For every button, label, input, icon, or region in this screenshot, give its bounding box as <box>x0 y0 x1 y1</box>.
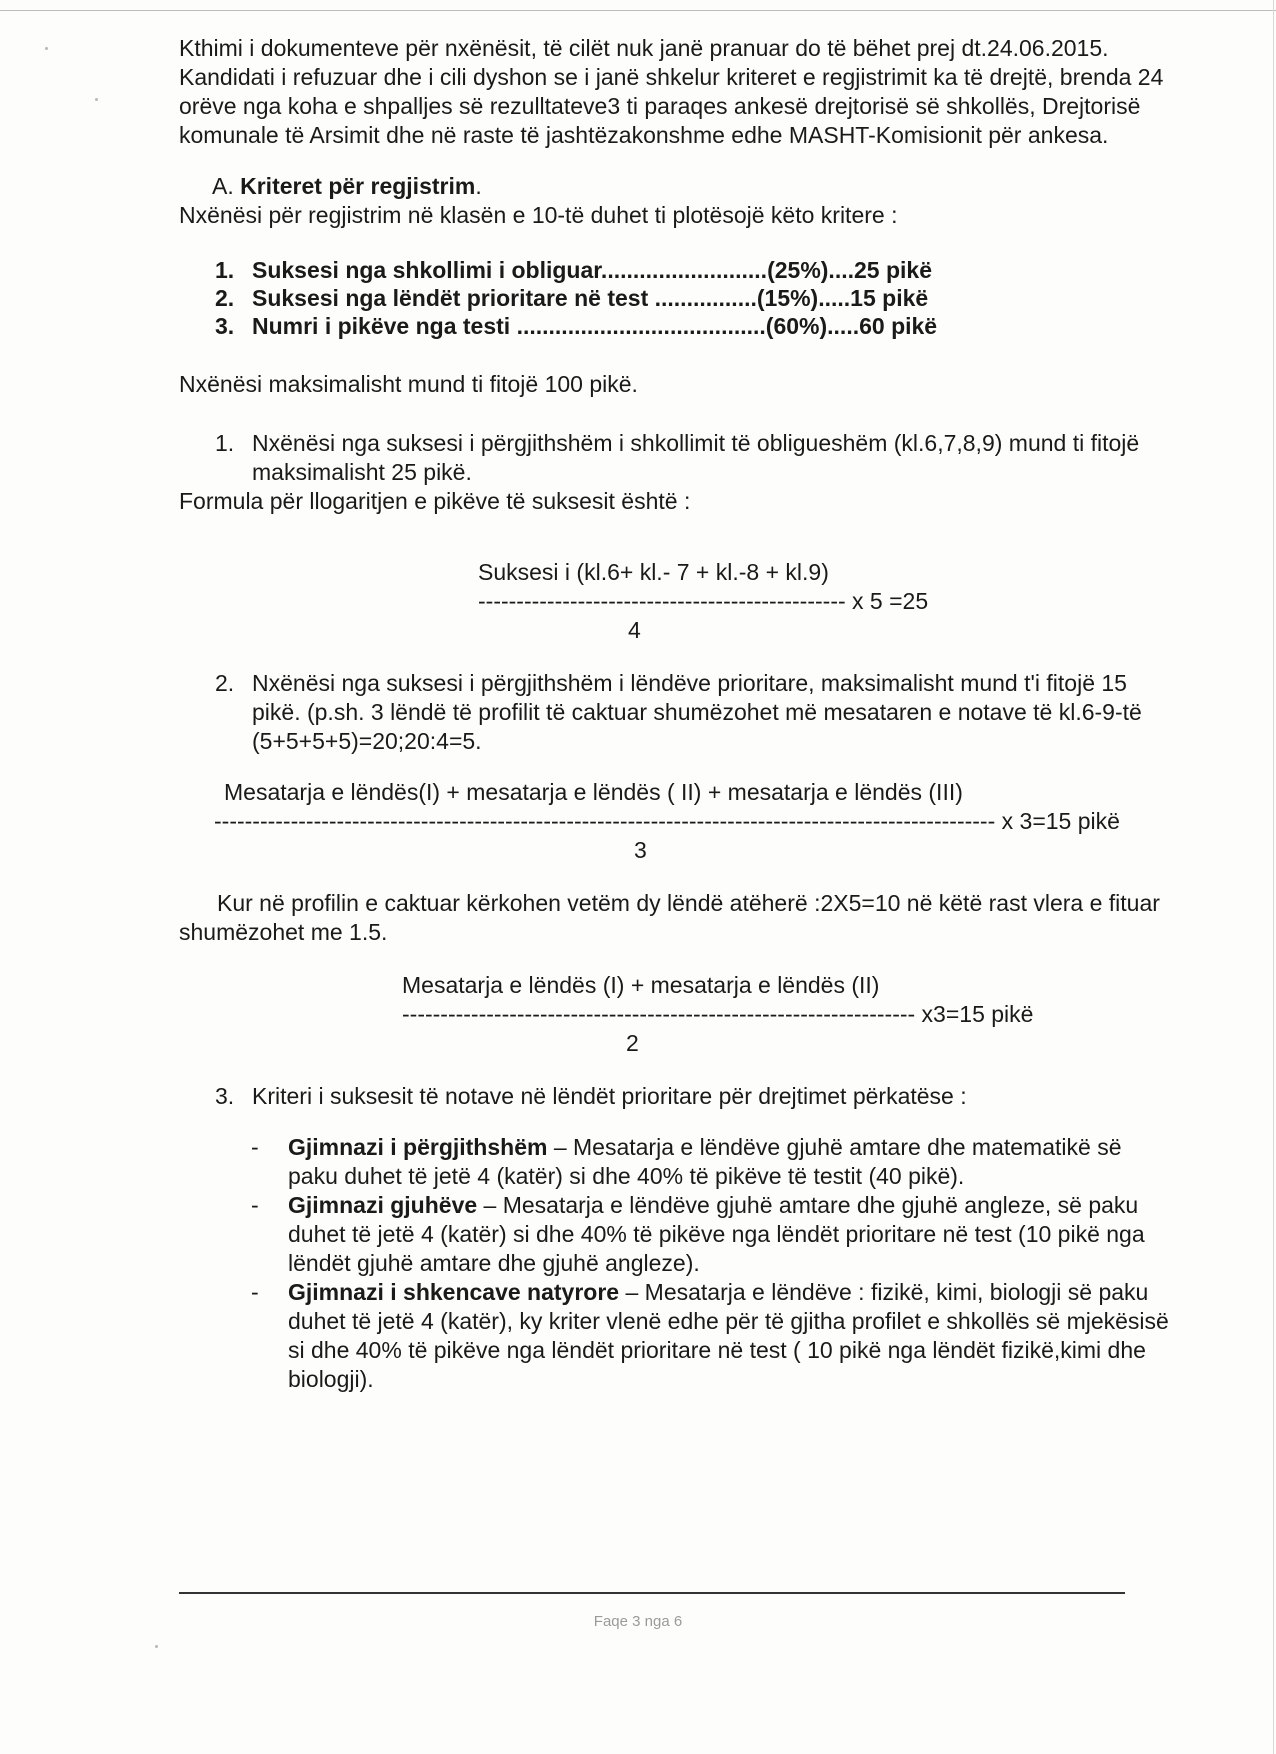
gymnasium-item <box>251 1278 1169 1394</box>
formula-intro: Formula për llogaritjen e pikëve të suksesit është : <box>179 488 691 514</box>
formula-1-divider <box>478 587 1169 616</box>
formula-3-denominator: 2 <box>626 1030 639 1056</box>
document-body <box>179 34 1169 1394</box>
section-title: Kriteret për regjistrim <box>240 173 476 199</box>
section-letter: A. <box>212 173 241 199</box>
formula-3-result: x3=15 pikë <box>915 1001 1034 1027</box>
formula-2-numerator: Mesatarja e lëndës(I) + mesatarja e lëndës ( II) + mesatarja e lëndës (III) <box>224 779 963 805</box>
bullet-title: Gjimnazi i përgjithshëm <box>288 1134 548 1160</box>
item-number: 2. <box>215 670 235 696</box>
bullet-title: Gjimnazi gjuhëve <box>288 1192 478 1218</box>
section-title-end: . <box>475 173 482 199</box>
paragraph-complaint: Kandidati i refuzuar dhe i cili dyshon se i janë shkelur kriteret e regjistrimit ka të drejtë, brenda 24 orëve nga koha e shpalljes së rezulltateve3 ti paraqes ankesë drejtorisë së shkollës, Drejtorisë komunale të Arsimit dhe në raste të jashtëzakonshme edhe MASHT-Komisionit për ankesa. <box>179 64 1164 148</box>
formula-1-denominator: 4 <box>628 617 641 643</box>
criteria-number: 2. <box>215 285 235 311</box>
page-number: Faqe 3 nga 6 <box>593 1613 683 1630</box>
bullet-text: – Mesatarja e lëndëve : fizikë, kimi, biologji së paku duhet të jetë 4 (katër), ky kriter vlenë edhe për të gjitha profilet e shkollës së mjekësisë si dhe 40% të pikëve nga lëndët prioritare në test ( 10 pikë nga lëndët fizikë,kimi dhe biologji). <box>288 1279 1169 1392</box>
section-heading <box>179 172 1169 201</box>
bullet-dash: - <box>251 1192 259 1218</box>
scan-speck <box>155 1645 158 1648</box>
criteria-item <box>215 284 1169 312</box>
criteria-text: Suksesi nga shkollimi i obliguar..........................(25%)....25 pikë <box>252 257 932 283</box>
item-number: 3. <box>215 1083 235 1109</box>
numbered-item-2 <box>179 669 1169 756</box>
formula-2-divider <box>179 807 1169 836</box>
criteria-item <box>215 312 1169 340</box>
criteria-intro: Nxënësi për regjistrim në klasën e 10-të duhet ti plotësojë këto kritere : <box>179 202 898 228</box>
item-text: Nxënësi nga suksesi i përgjithshëm i lëndëve prioritare, maksimalisht mund t'i fitojë 15 pikë. (p.sh. 3 lëndë të profilit të caktuar shumëzohet më mesataren e notave të kl.6-9-të (5+5+5+5)=20;20:4=5. <box>252 670 1142 754</box>
max-points-text: Nxënësi maksimalisht mund ti fitojë 100 pikë. <box>179 371 638 397</box>
criteria-number: 3. <box>215 313 235 339</box>
formula-3-divider <box>402 1000 1169 1029</box>
numbered-item-1 <box>179 429 1169 487</box>
formula-2 <box>179 778 1169 865</box>
scan-edge-right <box>1273 0 1274 1754</box>
scan-speck <box>95 98 98 101</box>
item-text: Kriteri i suksesit të notave në lëndët prioritare për drejtimet përkatëse : <box>252 1083 967 1109</box>
numbered-item-3 <box>179 1082 1169 1111</box>
item-number: 1. <box>215 430 235 456</box>
criteria-number: 1. <box>215 257 235 283</box>
scan-speck <box>45 47 48 50</box>
formula-3-dashes: ------------------------------------------------------------------- <box>402 1001 916 1027</box>
gymnasium-list <box>179 1133 1169 1394</box>
criteria-list <box>179 256 1169 340</box>
gymnasium-item <box>251 1133 1169 1191</box>
scan-edge-top <box>0 10 1276 11</box>
paragraph-document-return: Kthimi i dokumenteve për nxënësit, të cilët nuk janë pranuar do të bëhet prej dt.24.06.2015. <box>179 35 1109 61</box>
bullet-title: Gjimnazi i shkencave natyrore <box>288 1279 620 1305</box>
two-subjects-text: Kur në profilin e caktuar kërkohen vetëm dy lëndë atëherë :2X5=10 në këtë rast vlera e fituar shumëzohet me 1.5. <box>179 890 1160 945</box>
formula-1-dashes: ------------------------------------------------ <box>478 588 846 614</box>
gymnasium-item <box>251 1191 1169 1278</box>
formula-1-result: x 5 =25 <box>845 588 929 614</box>
formula-2-result: x 3=15 pikë <box>995 808 1120 834</box>
bullet-text: – Mesatarja e lëndëve gjuhë amtare dhe gjuhë angleze, së paku duhet të jetë 4 (katër) si dhe 40% të pikëve nga lëndët prioritare në test (10 pikë nga lëndët gjuhë amtare dhe gjuhë angleze). <box>288 1192 1145 1276</box>
item-text: Nxënësi nga suksesi i përgjithshëm i shkollimit të obligueshëm (kl.6,7,8,9) mund ti fitojë maksimalisht 25 pikë. <box>252 430 1140 485</box>
footer-divider <box>179 1592 1125 1594</box>
formula-3 <box>179 971 1169 1058</box>
formula-2-dashes: ------------------------------------------------------------------------------------------------------ <box>214 808 996 834</box>
bullet-text: – Mesatarja e lëndëve gjuhë amtare dhe matematikë së paku duhet të jetë 4 (katër) si dhe 40% të pikëve të testit (40 pikë). <box>288 1134 1122 1189</box>
formula-1-numerator: Suksesi i (kl.6+ kl.- 7 + kl.-8 + kl.9) <box>478 559 829 585</box>
criteria-item <box>215 256 1169 284</box>
bullet-dash: - <box>251 1279 259 1305</box>
formula-2-denominator: 3 <box>634 837 647 863</box>
criteria-text: Numri i pikëve nga testi .......................................(60%).....60 pikë <box>252 313 938 339</box>
criteria-text: Suksesi nga lëndët prioritare në test ................(15%).....15 pikë <box>252 285 929 311</box>
formula-1 <box>179 558 1169 645</box>
formula-3-numerator: Mesatarja e lëndës (I) + mesatarja e lëndës (II) <box>402 972 880 998</box>
bullet-dash: - <box>251 1134 259 1160</box>
